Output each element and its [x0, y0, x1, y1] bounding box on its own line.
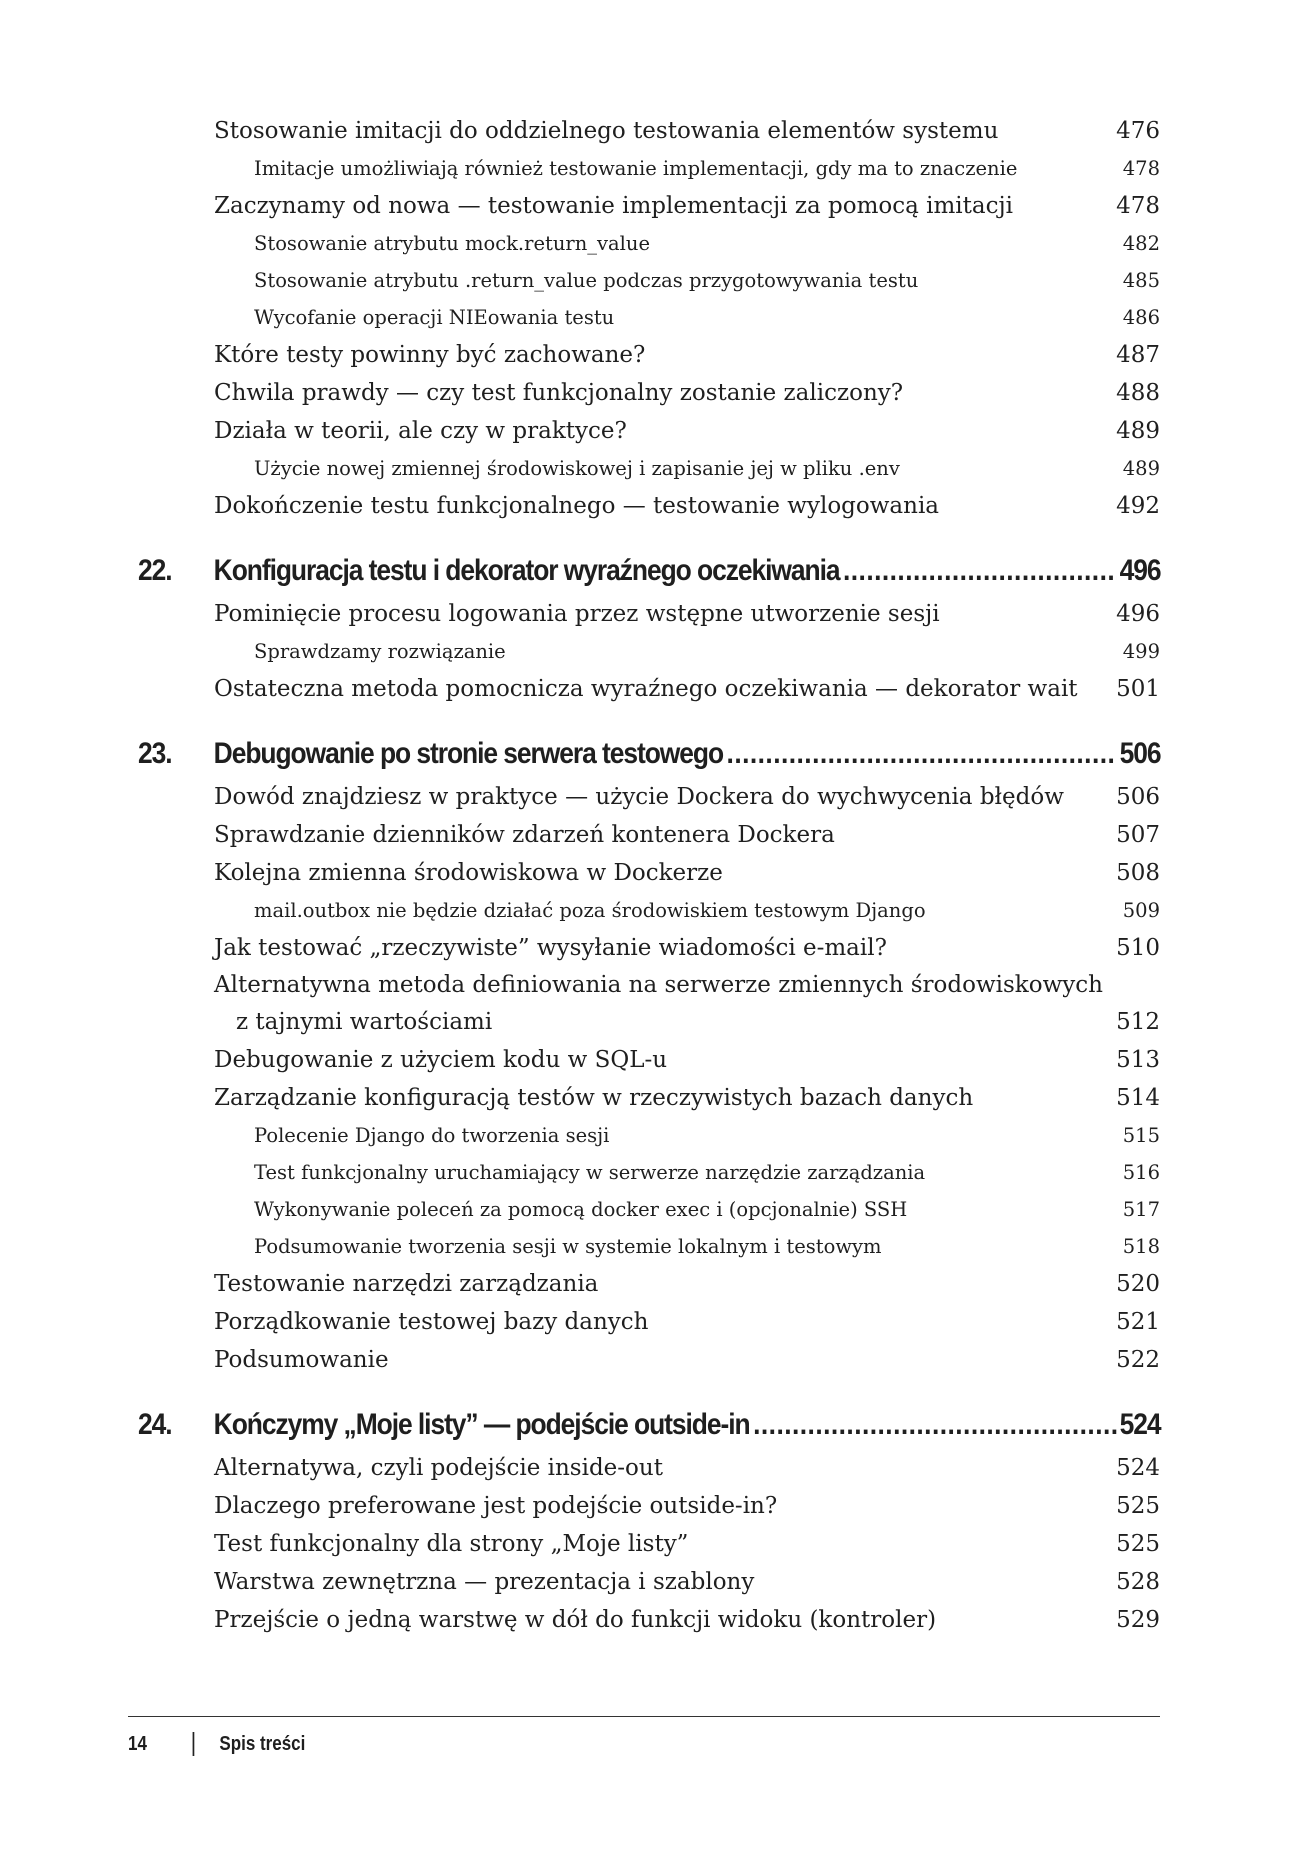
toc-entry-title: Podsumowanie	[214, 1347, 389, 1373]
toc-entry-page: 476	[1116, 118, 1160, 144]
toc-entry-title: Pominięcie procesu logowania przez wstępne utworzenie sesji	[214, 601, 940, 627]
toc-entry-title: Wykonywanie poleceń za pomocą docker exec i (opcjonalnie) SSH	[254, 1198, 908, 1221]
toc-entry	[214, 1079, 1160, 1117]
toc-entry-page: 485	[1122, 269, 1160, 292]
toc-entry	[214, 1487, 1160, 1525]
toc-entry-title: Kolejna zmienna środowiskowa w Dockerze	[214, 860, 723, 886]
toc-entry-title: Warstwa zewnętrzna — prezentacja i szablony	[214, 1569, 755, 1595]
toc-entry	[214, 1601, 1160, 1639]
chapter-title: Debugowanie po stronie serwera testowego	[213, 737, 724, 770]
toc-entry	[214, 854, 1160, 892]
toc-entry-page: 513	[1116, 1047, 1160, 1073]
toc-chapter	[138, 1401, 1161, 1639]
toc-entry	[214, 1265, 1160, 1303]
toc-entry	[214, 1117, 1160, 1154]
toc-entry-title: Zaczynamy od nowa — testowanie implementacji za pomocą imitacji	[214, 193, 1013, 219]
toc-entry-page: 486	[1122, 306, 1160, 329]
toc-entry-page: 525	[1116, 1531, 1160, 1557]
footer-rule	[128, 1716, 1160, 1717]
toc-entry-page: 512	[1116, 1009, 1160, 1035]
toc-entry	[214, 892, 1160, 929]
toc-entry	[214, 1525, 1160, 1563]
table-of-contents	[138, 112, 1161, 1639]
toc-entry-page: 478	[1122, 157, 1160, 180]
toc-chapters	[138, 547, 1161, 1639]
toc-entry-page: 492	[1116, 493, 1160, 519]
toc-section-continued	[214, 112, 1160, 525]
chapter-title: Konfiguracja testu i dekorator wyraźnego oczekiwania	[213, 554, 840, 587]
toc-entry-page: 525	[1116, 1493, 1160, 1519]
toc-entry-title: Podsumowanie tworzenia sesji w systemie lokalnym i testowym	[254, 1235, 882, 1258]
dot-leader	[753, 1401, 1116, 1449]
toc-entry-title: Dlaczego preferowane jest podejście outside-in?	[214, 1493, 778, 1519]
toc-entry-page: 522	[1116, 1347, 1160, 1373]
toc-entry-page: 518	[1122, 1235, 1160, 1258]
toc-entry	[214, 1041, 1160, 1079]
toc-entry-page: 529	[1116, 1607, 1160, 1633]
toc-entry	[214, 1341, 1160, 1379]
toc-chapter	[138, 730, 1161, 1379]
chapter-number: 22.	[138, 554, 172, 587]
chapter-page: 524	[1119, 1408, 1161, 1441]
chapter-heading	[138, 1401, 1161, 1449]
toc-entry-page: 496	[1116, 601, 1160, 627]
toc-entry-page: 509	[1122, 899, 1160, 922]
chapter-number: 23.	[138, 737, 172, 770]
toc-entry-page: 520	[1116, 1271, 1160, 1297]
toc-entry-title: Użycie nowej zmiennej środowiskowej i zapisanie jej w pliku .env	[254, 457, 900, 480]
toc-entry	[214, 929, 1160, 967]
toc-entry-title: Stosowanie atrybutu mock.return_value	[254, 232, 650, 255]
chapter-page: 496	[1119, 554, 1161, 587]
toc-entry-title: Stosowanie imitacji do oddzielnego testowania elementów systemu	[214, 118, 999, 144]
section-name: Spis treści	[219, 1732, 306, 1755]
toc-entry-title: Jak testować „rzeczywiste” wysyłanie wiadomości e-mail?	[214, 935, 887, 961]
toc-entry	[214, 633, 1160, 670]
toc-entry	[214, 299, 1160, 336]
toc-entry-title: Imitacje umożliwiają również testowanie implementacji, gdy ma to znaczenie	[254, 157, 1018, 180]
toc-entry	[214, 336, 1160, 374]
toc-entry-title: Debugowanie z użyciem kodu w SQL-u	[214, 1047, 668, 1073]
toc-entry-title: Sprawdzamy rozwiązanie	[254, 640, 506, 663]
toc-entry-title: Porządkowanie testowej bazy danych	[214, 1309, 649, 1335]
toc-entry	[214, 1449, 1160, 1487]
toc-entry-page: 510	[1116, 935, 1160, 961]
toc-entry	[214, 1154, 1160, 1191]
toc-entry-title: Test funkcjonalny dla strony „Moje listy”	[214, 1531, 689, 1557]
toc-entry-title: Wycofanie operacji NIEowania testu	[254, 306, 615, 329]
page-number: 14	[128, 1732, 147, 1755]
toc-chapter	[138, 547, 1161, 708]
toc-entry-page: 487	[1116, 342, 1160, 368]
toc-entry	[214, 1228, 1160, 1265]
toc-entry	[214, 595, 1160, 633]
toc-entry-title: Ostateczna metoda pomocnicza wyraźnego oczekiwania — dekorator wait	[214, 676, 1078, 702]
toc-entry-title: Chwila prawdy — czy test funkcjonalny zostanie zaliczony?	[214, 380, 904, 406]
toc-entry-page: 489	[1116, 418, 1160, 444]
toc-entry-page: 524	[1116, 1455, 1160, 1481]
toc-entry-page: 507	[1116, 822, 1160, 848]
toc-entry-title: Sprawdzanie dzienników zdarzeń kontenera Dockera	[214, 822, 835, 848]
toc-entry	[214, 670, 1160, 708]
toc-entry	[214, 1563, 1160, 1601]
toc-entry-title: Zarządzanie konfiguracją testów w rzeczywistych bazach danych	[214, 1085, 974, 1111]
toc-entry-page: 515	[1122, 1124, 1160, 1147]
toc-entry-page: 501	[1116, 676, 1160, 702]
toc-entry	[214, 816, 1160, 854]
toc-entry-title: Test funkcjonalny uruchamiający w serwerze narzędzie zarządzania	[254, 1161, 926, 1184]
toc-entry-title: Działa w teorii, ale czy w praktyce?	[214, 418, 627, 444]
toc-entry-page: 488	[1116, 380, 1160, 406]
toc-entry-page: 508	[1116, 860, 1160, 886]
toc-entry	[214, 225, 1160, 262]
toc-entry	[214, 1191, 1160, 1228]
toc-entry	[214, 412, 1160, 450]
footer-separator	[193, 1732, 194, 1756]
toc-entry-page: 521	[1116, 1309, 1160, 1335]
toc-entry	[214, 967, 1160, 1041]
toc-entry-title: mail.outbox nie będzie działać poza środowiskiem testowym Django	[254, 899, 926, 922]
chapter-number: 24.	[138, 1408, 172, 1441]
toc-entry-title: Alternatywa, czyli podejście inside-out	[214, 1455, 663, 1481]
toc-entry	[214, 150, 1160, 187]
toc-entry	[214, 487, 1160, 525]
toc-entry-page: 528	[1116, 1569, 1160, 1595]
toc-entry-page: 506	[1116, 784, 1160, 810]
dot-leader	[727, 730, 1117, 778]
toc-entry-title: Alternatywna metoda definiowania na serwerze zmiennych środowiskowych	[214, 972, 1103, 998]
toc-entry-page: 489	[1122, 457, 1160, 480]
toc-entry-page: 516	[1122, 1161, 1160, 1184]
chapter-page: 506	[1119, 737, 1161, 770]
toc-entry-page: 517	[1122, 1198, 1160, 1221]
toc-entry	[214, 1303, 1160, 1341]
toc-entry-title: Polecenie Django do tworzenia sesji	[254, 1124, 610, 1147]
toc-entry	[214, 778, 1160, 816]
chapter-title: Kończymy „Moje listy” — podejście outside-in	[213, 1408, 750, 1441]
toc-entry-title: Dokończenie testu funkcjonalnego — testowanie wylogowania	[214, 493, 940, 519]
toc-entry-title-continued: z tajnymi wartościami	[236, 1009, 493, 1035]
toc-entry	[214, 187, 1160, 225]
dot-leader	[843, 547, 1116, 595]
toc-entry-title: Testowanie narzędzi zarządzania	[214, 1271, 599, 1297]
toc-entry-page: 478	[1116, 193, 1160, 219]
toc-entry-title: Przejście o jedną warstwę w dół do funkcji widoku (kontroler)	[214, 1607, 937, 1633]
toc-entry-page: 514	[1116, 1085, 1160, 1111]
toc-entry-title: Które testy powinny być zachowane?	[214, 342, 646, 368]
toc-entry-page: 499	[1122, 640, 1160, 663]
toc-entry-title: Stosowanie atrybutu .return_value podczas przygotowywania testu	[254, 269, 919, 292]
toc-entry-title: Dowód znajdziesz w praktyce — użycie Dockera do wychwycenia błędów	[214, 784, 1064, 810]
toc-entry	[214, 374, 1160, 412]
toc-entry-page: 482	[1122, 232, 1160, 255]
toc-entry	[214, 450, 1160, 487]
chapter-heading	[138, 547, 1161, 595]
toc-entry	[214, 112, 1160, 150]
page-footer	[128, 1732, 305, 1756]
chapter-heading	[138, 730, 1161, 778]
toc-entry	[214, 262, 1160, 299]
